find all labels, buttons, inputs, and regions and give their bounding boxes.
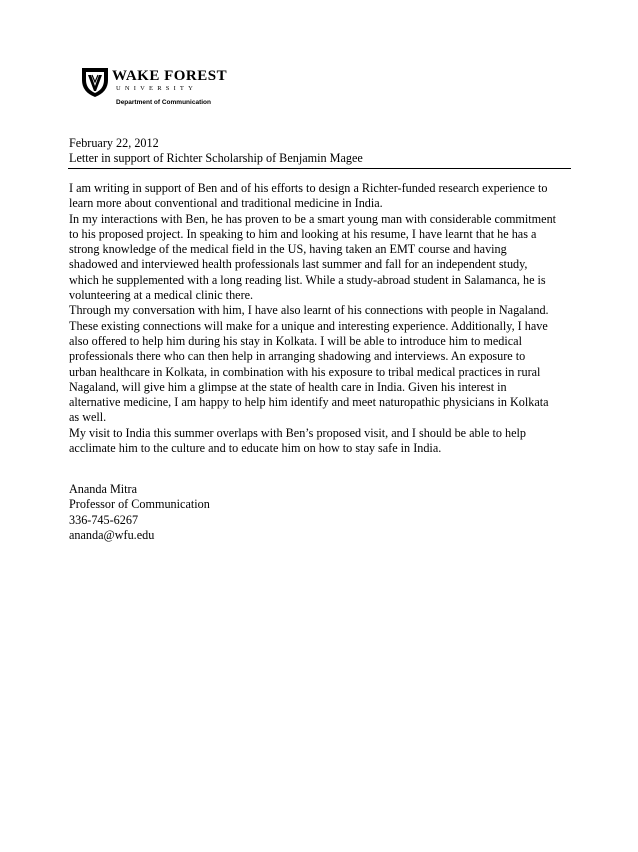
body-line: acclimate him to the culture and to educate him on how to stay safe in India.: [69, 441, 442, 456]
body-line: also offered to help him during his stay in Kolkata. I will be able to introduce him to medical: [69, 333, 522, 348]
signer-email: ananda@wfu.edu: [69, 527, 155, 542]
signer-phone: 336-745-6267: [69, 512, 139, 527]
letter-date: February 22, 2012: [69, 136, 159, 150]
body-line: to his proposed project. In speaking to him and looking at his resume, I have learnt that he has a: [69, 226, 537, 241]
body-line: Nagaland, will give him a glimpse at the state of health care in India. Given his interest in: [69, 379, 507, 394]
body-line: professionals there who can then help in arranging shadowing and interviews. An exposure to: [69, 349, 526, 364]
body-line: In my interactions with Ben, he has proven to be a smart young man with considerable commitment: [69, 211, 557, 226]
body-line: I am writing in support of Ben and of his efforts to design a Richter-funded research experience to: [69, 181, 548, 195]
body-line: strong knowledge of the medical field in the US, having taken an EMT course and having: [69, 242, 507, 257]
letterhead-logo: [80, 66, 260, 114]
signer-title: Professor of Communication: [69, 497, 210, 512]
header-divider: [68, 168, 571, 169]
letter-header: [69, 136, 571, 167]
body-line: These existing connections will make for a unique and interesting experience. Additionally, I have: [69, 318, 548, 333]
university-name: WAKE FOREST: [112, 68, 228, 84]
body-line: alternative medicine, I am happy to help him identify and meet naturopathic physicians in Kolkata: [69, 395, 549, 410]
body-line: shadowed and interviewed health professionals last summer and fall for an independent study,: [69, 257, 528, 272]
university-word: UNIVERSITY: [116, 85, 197, 92]
body-line: which he supplemented with a long reading list. While a study-abroad student in Salamanca, he is: [69, 272, 546, 287]
body-line: My visit to India this summer overlaps with Ben’s proposed visit, and I should be able to help: [69, 425, 526, 440]
signer-name: Ananda Mitra: [69, 482, 138, 496]
body-line: Through my conversation with him, I have also learnt of his connections with people in Nagaland.: [69, 303, 549, 318]
body-line: volunteering at a medical clinic there.: [69, 288, 254, 303]
letter-body: [69, 181, 574, 456]
signature-block: [69, 482, 210, 543]
department-name: Department of Communication: [116, 99, 211, 106]
body-line: learn more about conventional and traditional medicine in India.: [69, 196, 383, 211]
body-line: as well.: [69, 410, 107, 425]
body-line: urban healthcare in Kolkata, in combination with his exposure to tribal medical practices in rural: [69, 364, 541, 379]
wake-forest-shield-icon: [80, 66, 110, 98]
letter-subject: Letter in support of Richter Scholarship of Benjamin Magee: [69, 151, 363, 166]
